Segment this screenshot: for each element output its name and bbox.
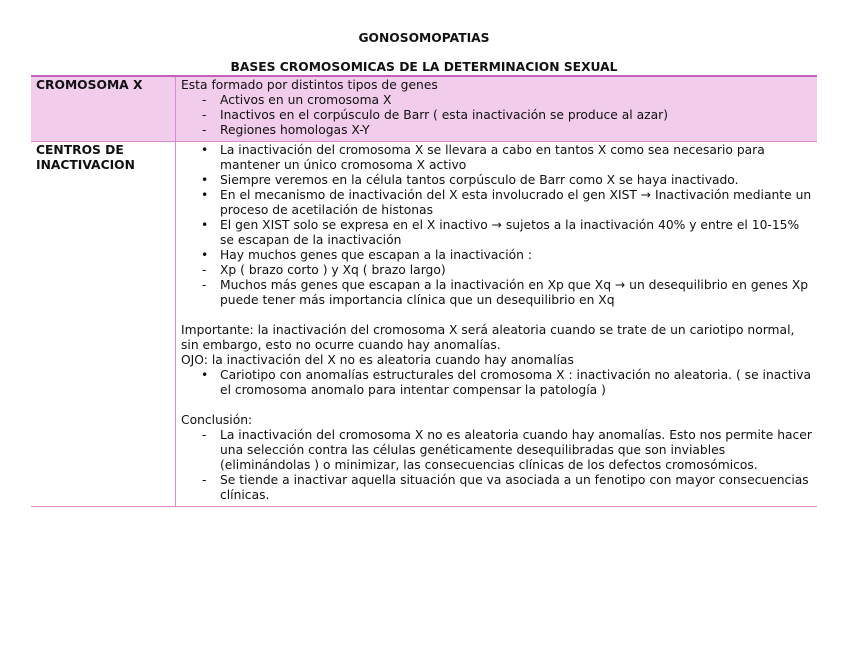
list-item: • En el mecanismo de inactivación del X esta involucrado el gen XIST → Inactivación mediante un proceso de acetilación de histonas	[201, 188, 812, 217]
dash-marker: -	[202, 108, 207, 122]
importante-paragraph: Importante: la inactivación del cromosoma X será aleatoria cuando se trate de un cariotipo normal, sin embargo, esto no ocurre cuando hay anomalías.	[181, 323, 795, 352]
list-item: - Regiones homologas X-Y	[202, 123, 370, 137]
bullet-marker: •	[201, 248, 209, 262]
dash-marker: -	[202, 278, 207, 292]
list-item: • Hay muchos genes que escapan a la inactivación :	[201, 248, 532, 262]
bullet-marker: •	[201, 173, 209, 187]
dash-marker: -	[202, 123, 207, 137]
list-item: - Xp ( brazo corto ) y Xq ( brazo largo)	[202, 263, 446, 277]
list-item: • La inactivación del cromosoma X se llevara a cabo en tantos X como sea necesario para mantener un único cromosoma X activo	[201, 143, 765, 172]
list-item: - Activos en un cromosoma X	[202, 93, 392, 107]
dash-marker: -	[202, 93, 207, 107]
bullet-marker: •	[201, 368, 209, 382]
dash-list	[181, 263, 812, 308]
table-row-centros-inactivacion	[31, 142, 817, 507]
conclusion-heading: Conclusión:	[181, 413, 253, 427]
bullet-marker: •	[201, 188, 209, 202]
table-row-cromosoma-x	[31, 76, 817, 142]
bullet-marker: •	[201, 143, 209, 157]
row-label: CROMOSOMA X	[31, 76, 176, 142]
dash-marker: -	[202, 428, 207, 442]
intro-text: Esta formado por distintos tipos de genes	[181, 78, 438, 92]
dash-marker: -	[202, 473, 207, 487]
list-item: - Se tiende a inactivar aquella situación que va asociada a un fenotipo con mayor consecuencias clínicas.	[202, 473, 809, 502]
bullet-list	[181, 143, 812, 263]
bullet-marker: •	[201, 218, 209, 232]
row-content	[176, 142, 818, 507]
content-table	[31, 75, 817, 507]
list-item: - Muchos más genes que escapan a la inactivación en Xp que Xq → un desequilibrio en genes Xp puede tener más importancia clínica que un desequilibrio en Xq	[202, 278, 809, 307]
gene-type-list	[181, 93, 812, 138]
list-item: - La inactivación del cromosoma X no es aleatoria cuando hay anomalías. Esto nos permite hacer una selección contra las células genéticamente desequilibradas que son inviables (eliminándolas ) o minimizar, las consecuencias clínicas de los defectos cromosómicos.	[202, 428, 812, 472]
document-title: GONOSOMOPATIAS	[358, 31, 490, 45]
list-item: • El gen XIST solo se expresa en el X inactivo → sujetos a la inactivación 40% y entre el 10-15% se escapan de la inactivación	[201, 218, 800, 247]
document-subtitle: BASES CROMOSOMICAS DE LA DETERMINACION SEXUAL	[230, 60, 618, 74]
spacer	[181, 308, 812, 323]
list-item: - Inactivos en el corpúsculo de Barr ( esta inactivación se produce al azar)	[202, 108, 669, 122]
list-item: • Cariotipo con anomalías estructurales del cromosoma X : inactivación no aleatoria. ( se inactiva el cromosoma anomalo para intentar compensar la patología )	[201, 368, 812, 397]
row-content	[176, 76, 818, 142]
conclusion-list	[181, 428, 812, 503]
dash-marker: -	[202, 263, 207, 277]
bullet-list	[181, 368, 812, 398]
list-item: • Siempre veremos en la célula tantos corpúsculo de Barr como X se haya inactivado.	[201, 173, 739, 187]
row-label: CENTROS DE INACTIVACION	[31, 142, 176, 507]
ojo-paragraph: OJO: la inactivación del X no es aleatoria cuando hay anomalías	[181, 353, 574, 367]
spacer	[181, 398, 812, 413]
